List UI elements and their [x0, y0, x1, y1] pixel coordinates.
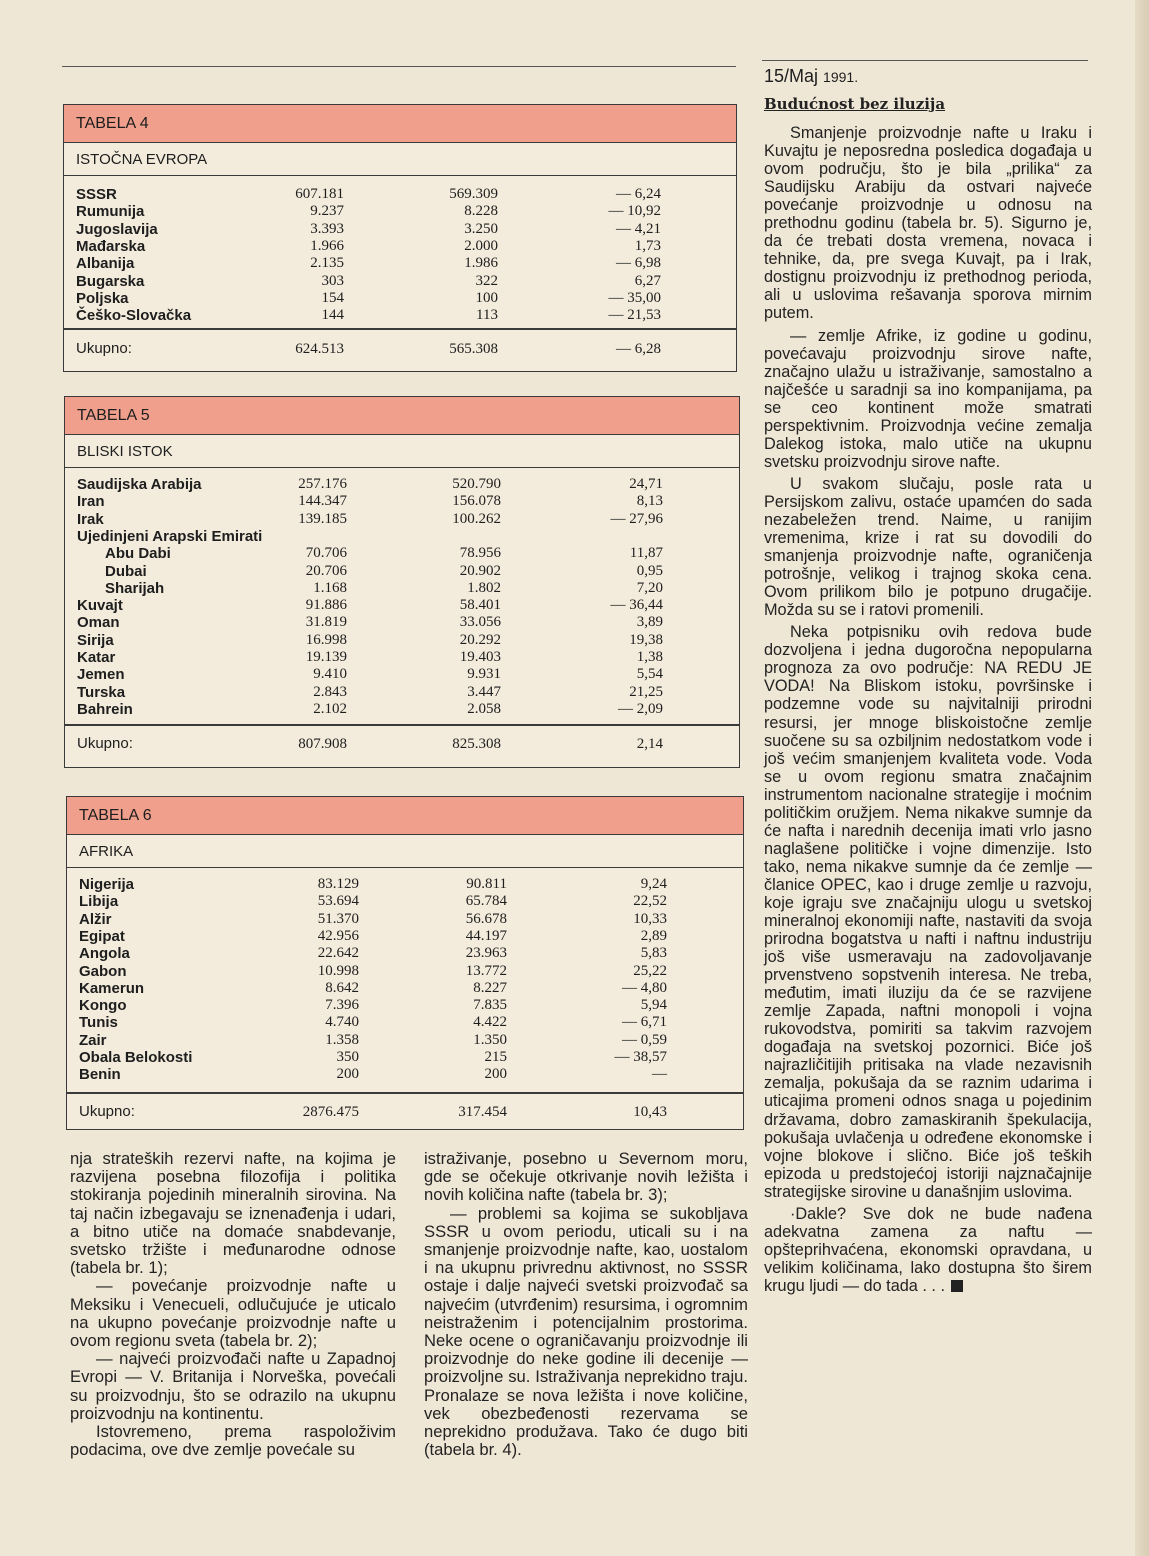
- country-name: Irak: [77, 510, 104, 528]
- country-name: Obala Belokosti: [79, 1049, 193, 1066]
- change-percent: 3,89: [636, 614, 663, 631]
- value-1990: 9.237: [310, 203, 344, 220]
- change-percent: 11,87: [629, 545, 663, 562]
- country-name: Albanija: [76, 255, 135, 273]
- change-percent: 2,89: [640, 927, 667, 944]
- value-1990: 31.819: [305, 614, 347, 631]
- total-label: Ukupno:: [76, 340, 132, 357]
- value-1991: 1.802: [467, 579, 501, 596]
- value-1991: 2.058: [467, 700, 501, 717]
- value-1991: 4.422: [473, 1014, 507, 1031]
- paragraph: Smanjenje proizvodnje nafte u Iraku i Kuvajtu je neposredna posledica događaja u ovom području, što je bila „prilika“ za Saudijsku Arabiju da ostvari najveće povećanje proizvodnje u odnosu na prethodnu godinu (tabela br. 5). Sigurno je, da će trebati dosta vremena, novaca i tehnike, da, pre svega Kuvajt, pa i Irak, dostignu proizvodnju iz prethodnog perioda, ali u uslovima rešavanja sporova mirnim putem.: [764, 124, 1092, 323]
- value-1990: 1.358: [325, 1031, 359, 1048]
- total-1991: 565.308: [449, 341, 498, 357]
- value-1990: 16.998: [305, 631, 347, 648]
- right-column-text: [764, 124, 1092, 1295]
- table-row: [65, 511, 739, 528]
- country-name: Turska: [77, 683, 126, 701]
- table-row: [67, 1014, 743, 1031]
- value-1990: 19.139: [305, 649, 347, 665]
- paragraph: — povećanje proizvodnje nafte u Meksiku i Venecueli, odlučujuće je uticalo na ukupno povećanje proizvodnje nafte u ovom regionu sveta (tabela br. 2);: [70, 1276, 396, 1351]
- value-1991: 44.197: [465, 927, 507, 944]
- total-label: Ukupno:: [77, 735, 133, 752]
- change-percent: — 4,21: [616, 220, 661, 237]
- country-name: Saudijska Arabija: [77, 476, 202, 493]
- value-1991: 65.784: [465, 893, 507, 910]
- top-rule: [62, 66, 736, 67]
- table-label: TABELA 5: [65, 397, 739, 435]
- value-1990: 7.396: [325, 997, 359, 1014]
- country-name: Angola: [79, 945, 130, 963]
- value-1991: 90.811: [466, 876, 507, 892]
- value-1990: 4.740: [325, 1014, 359, 1031]
- bottom-middle-column-text: [424, 1150, 748, 1459]
- table-row: [65, 614, 739, 631]
- change-percent: — 35,00: [608, 289, 661, 306]
- change-percent: 6,27: [634, 272, 661, 289]
- table-separator: [64, 328, 736, 330]
- article-headline: Budućnost bez iluzija: [764, 95, 946, 113]
- table-region: AFRIKA: [67, 835, 743, 868]
- value-1991: 3.447: [467, 683, 501, 700]
- table-row: [65, 580, 739, 597]
- table-row: [64, 238, 736, 255]
- total-label: Ukupno:: [79, 1103, 135, 1120]
- value-1991: 200: [484, 1066, 507, 1083]
- value-1991: 7.835: [473, 997, 507, 1014]
- country-name: Sharijah: [105, 579, 165, 597]
- table-5: [64, 396, 740, 768]
- paragraph: istraživanje, posebno u Severnom moru, gde se očekuje otkrivanje novih ležišta i novih količina nafte (tabela br. 3);: [424, 1149, 748, 1205]
- country-name: Kuvajt: [77, 597, 123, 615]
- table-row: [64, 221, 736, 238]
- country-name: Rumunija: [76, 203, 145, 221]
- table-4: [63, 104, 737, 372]
- value-1991: 19.403: [459, 649, 501, 665]
- table-region: BLISKI ISTOK: [65, 435, 739, 468]
- value-1991: 13.772: [465, 962, 507, 979]
- total-1990: 2876.475: [302, 1104, 359, 1120]
- table-row: [64, 255, 736, 272]
- country-name: Nigerija: [79, 876, 135, 893]
- change-percent: — 36,44: [610, 597, 663, 614]
- table-row: [65, 528, 739, 545]
- change-percent: — 2,09: [618, 700, 663, 717]
- paragraph: — zemlje Afrike, iz godine u godinu, povećavaju proizvodnju sirove nafte, značajno ulažu u istraživanje, samostalno a najčešće u saradnji sa ino kompanijama, pa se ceo kontinent može smatrati perspektivnim. Proizvodnja većine zemalja Dalekog istoka, malo utiče na ukupnu svetsku proizvodnju sirove nafte.: [764, 326, 1092, 471]
- total-change: 2,14: [636, 736, 663, 752]
- value-1991: 100.262: [452, 510, 501, 527]
- table-row: [64, 290, 736, 307]
- change-percent: —: [652, 1066, 667, 1083]
- table-separator: [67, 1092, 743, 1094]
- value-1991: 78.956: [459, 545, 501, 562]
- table-row: [65, 563, 739, 580]
- value-1991: 113: [476, 307, 498, 324]
- value-1990: 10.998: [317, 962, 359, 979]
- value-1990: 154: [321, 289, 344, 306]
- page-edge: [1135, 0, 1149, 1556]
- value-1991: 1.986: [464, 255, 498, 272]
- value-1991: 8.227: [473, 979, 507, 996]
- end-mark-icon: [951, 1280, 963, 1292]
- country-name: Bahrein: [77, 700, 133, 718]
- value-1991: 20.292: [459, 631, 501, 648]
- table-row: [65, 493, 739, 510]
- issue-date: [764, 66, 858, 87]
- country-name: Iran: [77, 493, 105, 511]
- value-1991: 520.790: [452, 476, 501, 492]
- country-name: Tunis: [79, 1014, 118, 1032]
- issue-date-main: 15/Maj: [764, 66, 819, 86]
- table-row: [67, 945, 743, 962]
- country-name: Ujedinjeni Arapski Emirati: [77, 527, 263, 545]
- country-name: Abu Dabi: [105, 545, 171, 563]
- change-percent: — 27,96: [610, 510, 663, 527]
- paragraph: U svakom slučaju, posle rata u Persijskom zalivu, ostaće upamćen do sada nezabeležen trend. Naime, u ranijim vremenima, krize i rat su dovodili do smanjenja proizvodnje nafte, ograničenja potrošnje, velikog i trajnog skoka cena. Ovom prilikom bilo je potpuno drugačije. Možda su se i ratovi promenili.: [764, 474, 1092, 620]
- value-1990: 9.410: [313, 666, 347, 683]
- value-1990: 144.347: [298, 493, 347, 510]
- country-name: Češko-Slovačka: [76, 307, 192, 325]
- value-1991: 156.078: [452, 493, 501, 510]
- table-row: [67, 997, 743, 1014]
- value-1991: 33.056: [459, 614, 501, 631]
- country-name: Libija: [79, 893, 119, 911]
- table-row: [67, 980, 743, 997]
- value-1990: 3.393: [310, 220, 344, 237]
- table-row: [65, 476, 739, 493]
- change-percent: 9,24: [640, 876, 667, 892]
- value-1990: 91.886: [305, 597, 347, 614]
- paragraph: Istovremeno, prema raspoloživim podacima, ove dve zemlje povećale su: [70, 1422, 396, 1460]
- country-name: Egipat: [79, 927, 125, 945]
- change-percent: 5,83: [640, 945, 667, 962]
- total-1990: 807.908: [298, 736, 347, 752]
- paragraph: — najveći proizvođači nafte u Zapadnoj Evropi — V. Britanija i Norveška, povećali su proizvodnju, što se odrazilo na ukupnu proizvodnju na kontinentu.: [70, 1349, 396, 1423]
- value-1990: 83.129: [317, 876, 359, 892]
- value-1990: 2.843: [313, 683, 347, 700]
- value-1991: 9.931: [467, 666, 501, 683]
- value-1990: 350: [336, 1049, 359, 1065]
- value-1990: 139.185: [298, 510, 347, 527]
- bottom-left-column-text: [70, 1150, 396, 1459]
- change-percent: 22,52: [633, 893, 667, 910]
- country-name: Kamerun: [79, 979, 145, 997]
- value-1990: 1.966: [310, 237, 344, 254]
- change-percent: 1,73: [634, 237, 661, 254]
- table-row: [64, 203, 736, 220]
- table-row: [64, 186, 736, 203]
- table-row: [67, 1032, 743, 1049]
- country-name: Bugarska: [76, 272, 145, 290]
- country-name: Jemen: [77, 666, 125, 684]
- change-percent: — 6,98: [616, 255, 661, 272]
- value-1991: 322: [475, 272, 498, 289]
- change-percent: — 10,92: [608, 203, 661, 220]
- paragraph: [764, 1205, 1092, 1295]
- value-1991: 1.350: [473, 1031, 507, 1048]
- issue-date-year: 1991.: [823, 69, 859, 85]
- paragraph: Neka potpisniku ovih redova bude dozvoljena i jedna dugoročna nepopularna prognoza za ovo područje: NA REDU JE VODA! Na Bliskom istoku, površinske i podzemne vode su najvitalniji prirodni resursi, jer mnoge bliskoistočne zemlje suočene su sa ozbiljnim nedostatkom vode i još većim smanjenjem kvaliteta vode. Voda se u ovom regionu smatra značajnim instrumentom nacionalne strategije i moćnim političkim oružjem. Nema nikakve sumnje da će nafta i narednih decenija imati vrlo jasno naglašene političke i vojne dimenzije. Isto tako, nema nikakve sumnje da će zemlje — članice OPEC, kao i druge zemlje u razvoju, koje igraju sve značajniju ulogu u svetskoj mineralnoj ekonomiji nafte, nastaviti da svoja prirodna bogatstva u nafti i naftnu industriju još više usmeravaju na zadovoljavanje prvenstveno sopstvenih interesa. Ne treba, međutim, imati iluziju da će se razvijene zemlje Zapada, naftni monopoli i vojna rukovodstva, pomiriti sa takvim razvojem događaja na svetskoj pozornici. Biće još najrazličitijih pritisaka na vlade nezavisnih zemalja, pokušaja da se raznim udarima i uticajima promeni odnos snaga u pojedinim državama, dobro zamaskiranih špekulacija, pokušaja uvlačenja u određene ekonomske i vojne blokove i slično. Biće još teških epizoda u predstojećoj istoriji najznačajnije strategijske sirovine u današnjim uslovima.: [764, 623, 1092, 1201]
- country-name: Kongo: [79, 997, 127, 1015]
- value-1990: 51.370: [317, 910, 359, 927]
- change-percent: 5,94: [640, 997, 667, 1014]
- table-6: [66, 796, 744, 1130]
- table-total-row: [67, 1102, 743, 1122]
- table-row: [67, 928, 743, 945]
- table-row: [67, 893, 743, 910]
- table-total-row: [65, 734, 739, 754]
- table-row: [67, 963, 743, 980]
- total-1991: 825.308: [452, 736, 501, 752]
- country-name: Zair: [79, 1031, 107, 1049]
- value-1990: 53.694: [317, 893, 359, 910]
- change-percent: 19,38: [629, 631, 663, 648]
- value-1990: 8.642: [325, 979, 359, 996]
- table-row: [67, 1049, 743, 1066]
- table-row: [65, 701, 739, 718]
- country-name: Gabon: [79, 962, 127, 980]
- value-1991: 3.250: [464, 220, 498, 237]
- value-1990: 200: [336, 1066, 359, 1083]
- table-row: [65, 684, 739, 701]
- paragraph: — problemi sa kojima se sukobljava SSSR u ovom periodu, uticali su i na smanjenje proizvodnje nafte, kao, uostalom i na ukupnu privrednu aktivnost, no SSSR ostaje i dalje najveći svetski proizvođač sa najvećim (utvrđenim) resursima, i ogromnim neistraženim i potencijalnim prostorima. Neke ocene o ograničavanju proizvodnje ili proizvodnje do neke godine ili decenije — proizvoljne su. Istraživanja neprekidno traju. Pronalaze se nova ležišta i nove količine, vek obezbeđenosti rezervama se neprekidno produžava. Tako će dugo biti (tabela br. 4).: [424, 1203, 748, 1460]
- total-1991: 317.454: [458, 1104, 507, 1120]
- value-1991: 215: [484, 1049, 507, 1065]
- country-name: Benin: [79, 1066, 121, 1084]
- table-row: [67, 911, 743, 928]
- change-percent: — 38,57: [614, 1049, 667, 1065]
- value-1991: 56.678: [465, 910, 507, 927]
- value-1990: 2.135: [310, 255, 344, 272]
- table-region: ISTOČNA EVROPA: [64, 143, 736, 176]
- change-percent: 7,20: [636, 579, 663, 596]
- table-total-row: [64, 339, 736, 359]
- value-1991: 23.963: [465, 945, 507, 962]
- table-row: [65, 545, 739, 562]
- value-1990: 20.706: [305, 562, 347, 579]
- table-row: [67, 876, 743, 893]
- table-row: [64, 273, 736, 290]
- table-row: [65, 666, 739, 683]
- value-1991: 100: [475, 289, 498, 306]
- change-percent: 1,38: [636, 649, 663, 665]
- country-name: SSSR: [76, 186, 117, 203]
- table-row: [64, 307, 736, 324]
- country-name: Poljska: [76, 289, 129, 307]
- value-1991: 20.902: [459, 562, 501, 579]
- country-name: Sirija: [77, 631, 114, 649]
- table-row: [65, 597, 739, 614]
- total-change: 10,43: [633, 1104, 667, 1120]
- value-1991: 569.309: [449, 186, 498, 202]
- total-1990: 624.513: [295, 341, 344, 357]
- value-1990: 607.181: [295, 186, 344, 202]
- table-row: [67, 1066, 743, 1083]
- paragraph: nja strateških rezervi nafte, na kojima je razvijena posebna filozofija i politika stokiranja pojedinih mineralnih sirovina. Na taj način izbegavaju se iznenađenja i udari, a bitno utiče na domaće snabdevanje, svetsko tržište i međunarodne odnose (tabela br. 1);: [70, 1149, 396, 1278]
- change-percent: 25,22: [633, 962, 667, 979]
- table-separator: [65, 724, 739, 726]
- value-1991: 8.228: [464, 203, 498, 220]
- country-name: Oman: [77, 614, 120, 632]
- country-name: Jugoslavija: [76, 220, 158, 238]
- country-name: Dubai: [105, 562, 147, 580]
- change-percent: — 6,71: [622, 1014, 667, 1031]
- country-name: Alžir: [79, 910, 112, 928]
- total-change: — 6,28: [616, 341, 661, 357]
- change-percent: 0,95: [636, 562, 663, 579]
- value-1990: 144: [321, 307, 344, 324]
- change-percent: — 6,24: [616, 186, 661, 202]
- change-percent: 24,71: [629, 476, 663, 492]
- change-percent: 21,25: [629, 683, 663, 700]
- change-percent: — 0,59: [622, 1031, 667, 1048]
- value-1991: 58.401: [459, 597, 501, 614]
- closing-text: ·Dakle? Sve dok ne bude nađena adekvatna zamena za naftu — opšteprihvaćena, ekonomski opravdana, u velikim količinama, lako dostupna što širem krugu ljudi — do tada . . .: [764, 1204, 1092, 1295]
- value-1991: 2.000: [464, 237, 498, 254]
- value-1990: 42.956: [317, 927, 359, 944]
- change-percent: — 21,53: [608, 307, 661, 324]
- value-1990: 257.176: [298, 476, 347, 492]
- change-percent: 8,13: [636, 493, 663, 510]
- change-percent: — 4,80: [622, 979, 667, 996]
- value-1990: 22.642: [317, 945, 359, 962]
- country-name: Mađarska: [76, 237, 146, 255]
- value-1990: 2.102: [313, 700, 347, 717]
- table-label: TABELA 6: [67, 797, 743, 835]
- table-row: [65, 632, 739, 649]
- country-name: Katar: [77, 649, 116, 666]
- value-1990: 1.168: [313, 579, 347, 596]
- value-1990: 70.706: [305, 545, 347, 562]
- table-row: [65, 649, 739, 666]
- value-1990: 303: [321, 272, 344, 289]
- change-percent: 5,54: [636, 666, 663, 683]
- change-percent: 10,33: [633, 910, 667, 927]
- table-label: TABELA 4: [64, 105, 736, 143]
- top-rule-right: [762, 60, 1088, 61]
